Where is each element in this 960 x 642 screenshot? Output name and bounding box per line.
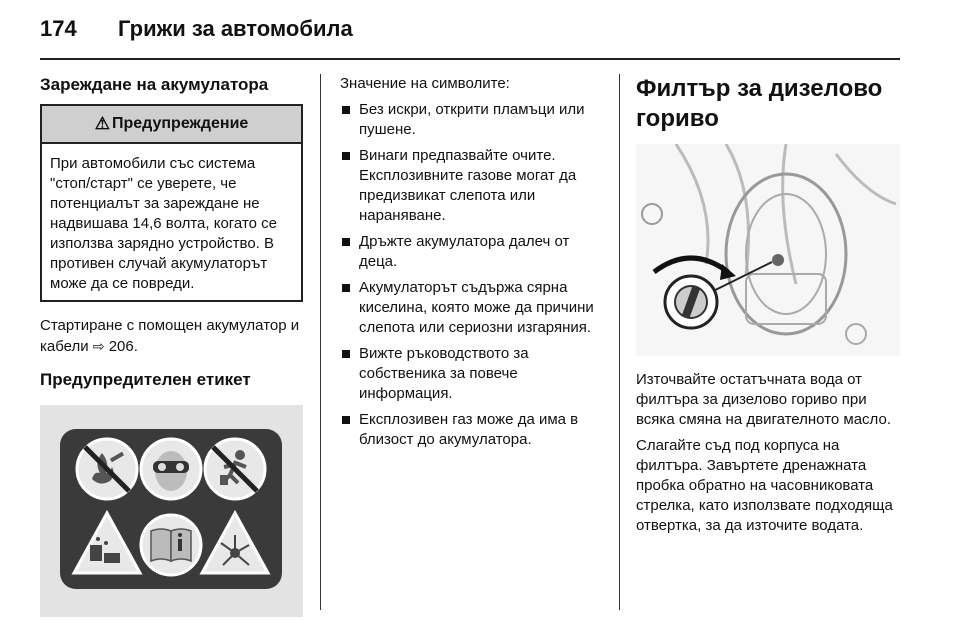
- fuel-filter-title: Филтър за дизелово гориво: [636, 75, 883, 132]
- list-item: Акумулаторът съдържа сярна киселина, която може да причини слепота или сериозни изгаряния.: [340, 278, 606, 338]
- label-title: Предупредителен етикет: [40, 370, 251, 389]
- chapter-title: Грижи за автомобила: [118, 16, 353, 41]
- fuel-filter-para1: Източвайте остатъчната вода от филтъра за дизелово гориво при всяка смяна на двигателното масло.: [636, 371, 891, 428]
- list-item: Дръжте акумулатора далеч от деца.: [340, 232, 606, 272]
- column-right: [636, 74, 900, 548]
- bullet-square-icon: [342, 152, 350, 160]
- eye-protection-icon: [141, 439, 201, 499]
- jumpstart-paragraph: [40, 316, 303, 357]
- reference-arrow-icon: ⇨: [92, 338, 105, 354]
- warning-box: [40, 104, 303, 302]
- jumpstart-ref[interactable]: 206.: [108, 338, 138, 355]
- fuel-filter-svg: [636, 144, 900, 356]
- warning-title: Предупреждение: [111, 115, 249, 132]
- section-title-battery: Зареждане на акумулатора: [40, 75, 269, 94]
- jumpstart-text: Стартиране с помощен акумулатор и кабели: [40, 317, 300, 355]
- column-left: [40, 74, 303, 617]
- fuel-filter-image: [636, 144, 900, 356]
- fuel-filter-para2: Слагайте съд под корпуса на филтъра. Завъртете дренажната пробка обратно на часовниковата стрелка, като използвате подходяща отвертка, за да източите водата.: [636, 437, 893, 534]
- column-middle: [340, 74, 606, 456]
- bullet-square-icon: [342, 238, 350, 246]
- list-item: Без искри, открити пламъци или пушене.: [340, 100, 606, 140]
- page-header: [40, 14, 353, 44]
- symbols-intro: Значение на символите:: [340, 75, 510, 92]
- list-item: Експлозивен газ може да има в близост до акумулатора.: [340, 410, 606, 450]
- warning-triangle-icon: ⚠: [94, 114, 110, 133]
- header-rule: [40, 58, 900, 60]
- warning-header: [42, 106, 301, 144]
- bullet-square-icon: [342, 416, 350, 424]
- list-item: Винаги предпазвайте очите. Експлозивните газове могат да предизвикат слепота или нараняване.: [340, 146, 606, 226]
- page-number: 174: [40, 16, 77, 41]
- list-item: Вижте ръководството за собственика за повече информация.: [340, 344, 606, 404]
- bullet-square-icon: [342, 284, 350, 292]
- warning-text: При автомобили със система "стоп/старт" се уверете, че потенциалът за зареждане не надвишава 14,6 волта, когато се използва зарядно устройство. В противен случай акумулаторът може да се повреди.: [50, 155, 277, 292]
- symbols-list: [340, 100, 606, 450]
- warning-label-image: [40, 405, 303, 617]
- bullet-square-icon: [342, 350, 350, 358]
- column-divider: [320, 74, 321, 610]
- warning-label-svg: [40, 405, 303, 617]
- keep-away-children-icon: [205, 439, 265, 499]
- bullet-square-icon: [342, 106, 350, 114]
- manual-icon: [141, 515, 201, 575]
- column-divider: [619, 74, 620, 610]
- no-fire-icon: [77, 439, 137, 499]
